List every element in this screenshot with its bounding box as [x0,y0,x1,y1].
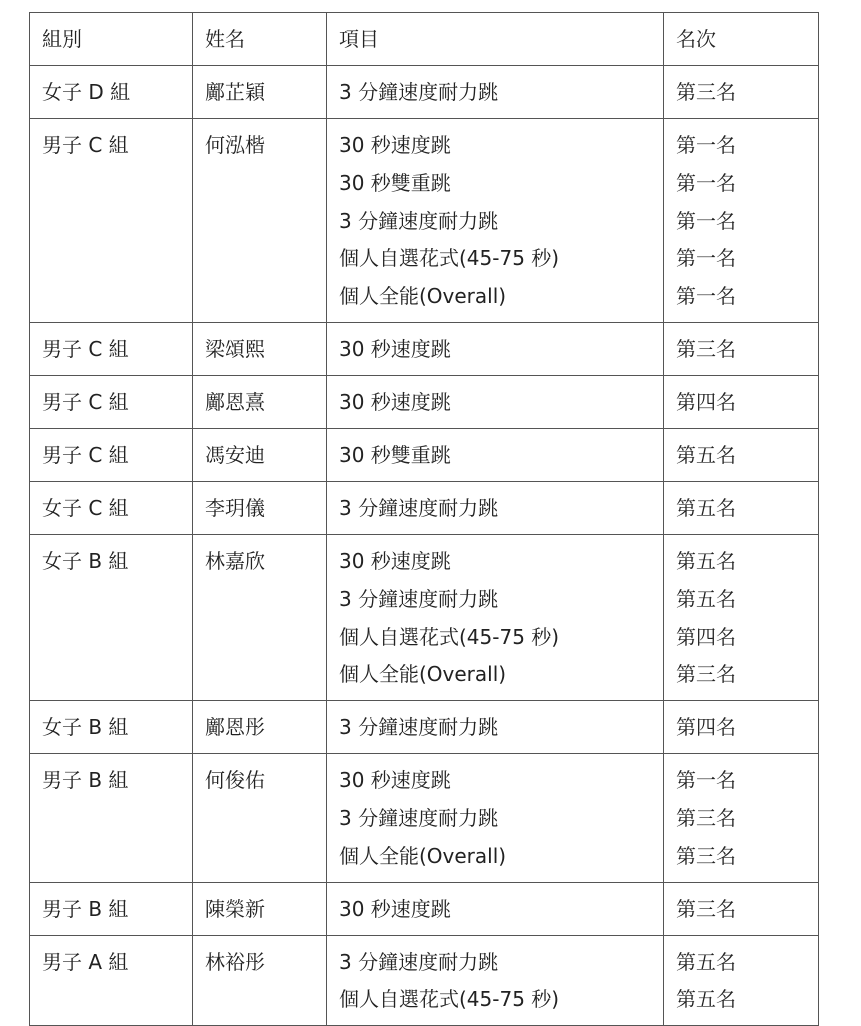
cell-ranks [664,882,819,935]
rank-label: 第五名 [676,949,736,974]
cell-name: 李玥儀 [193,481,327,534]
event-label: 個人自選花式(45-75 秒) [339,987,560,1012]
cell-events [327,481,664,534]
event-label: 30 秒雙重跳 [339,170,451,195]
table-row [30,119,819,323]
rank-label: 第三名 [676,662,736,687]
table-row [30,882,819,935]
table-row [30,428,819,481]
event-label: 30 秒速度跳 [339,133,451,157]
cell-name: 林嘉欣 [193,534,327,700]
event-label: 3 分鐘速度耐力跳 [339,949,499,974]
header-event: 項目 [327,13,664,66]
table-header-row [30,13,819,66]
table-row [30,322,819,375]
cell-group: 女子 B 組 [30,701,193,754]
cell-name: 何俊佑 [193,754,327,882]
cell-events [327,882,664,935]
rank-label: 第一名 [676,284,736,309]
cell-name: 鄺恩熹 [193,375,327,428]
table-body [30,66,819,1026]
cell-name: 鄺恩彤 [193,701,327,754]
cell-ranks [664,375,819,428]
header-rank: 名次 [664,13,819,66]
rank-label: 第五名 [676,987,736,1012]
table-row [30,375,819,428]
event-label: 30 秒速度跳 [339,768,451,793]
event-label: 30 秒速度跳 [339,389,451,414]
event-label: 3 分鐘速度耐力跳 [339,80,499,104]
cell-group: 男子 A 組 [30,935,193,1026]
rank-label: 第一名 [676,768,736,793]
rank-label: 第五名 [676,548,736,573]
rank-label: 第三名 [676,843,736,868]
event-label: 3 分鐘速度耐力跳 [339,586,499,611]
cell-name: 梁頌熙 [193,322,327,375]
cell-group: 男子 C 組 [30,322,193,375]
event-label: 3 分鐘速度耐力跳 [339,495,499,520]
cell-name: 馮安迪 [193,428,327,481]
table-row [30,534,819,700]
cell-ranks [664,534,819,700]
cell-ranks [664,481,819,534]
event-label: 個人全能(Overall) [339,843,507,868]
cell-name: 何泓楷 [193,119,327,323]
header-name: 姓名 [193,13,327,66]
cell-name: 陳榮新 [193,882,327,935]
table-row [30,701,819,754]
cell-events [327,534,664,700]
cell-group: 女子 C 組 [30,481,193,534]
cell-events [327,428,664,481]
rank-label: 第一名 [676,133,736,157]
results-table [29,12,819,1026]
rank-label: 第三名 [676,805,736,830]
cell-group: 女子 B 組 [30,534,193,700]
cell-name: 鄺芷穎 [193,66,327,119]
table-row [30,481,819,534]
cell-events [327,935,664,1026]
event-label: 個人自選花式(45-75 秒) [339,246,560,271]
event-label: 3 分鐘速度耐力跳 [339,805,499,830]
cell-group: 男子 C 組 [30,375,193,428]
cell-ranks [664,701,819,754]
cell-group: 男子 C 組 [30,428,193,481]
rank-label: 第三名 [676,336,736,361]
cell-name: 林裕彤 [193,935,327,1026]
event-label: 3 分鐘速度耐力跳 [339,715,499,740]
cell-events [327,119,664,323]
event-label: 30 秒速度跳 [339,336,451,361]
cell-ranks [664,935,819,1026]
event-label: 30 秒速度跳 [339,548,451,573]
event-label: 30 秒速度跳 [339,896,451,921]
event-label: 個人全能(Overall) [339,662,507,687]
cell-events [327,66,664,119]
rank-label: 第四名 [676,389,736,414]
cell-group: 男子 B 組 [30,754,193,882]
table-row [30,935,819,1026]
event-label: 個人自選花式(45-75 秒) [339,624,560,649]
cell-events [327,701,664,754]
cell-events [327,375,664,428]
rank-label: 第五名 [676,495,736,520]
rank-label: 第三名 [676,896,736,921]
rank-label: 第一名 [676,246,736,271]
cell-events [327,322,664,375]
cell-ranks [664,322,819,375]
event-label: 30 秒雙重跳 [339,442,451,467]
table-row [30,66,819,119]
cell-group: 男子 C 組 [30,119,193,323]
rank-label: 第四名 [676,715,736,740]
cell-group: 男子 B 組 [30,882,193,935]
cell-events [327,754,664,882]
rank-label: 第五名 [676,442,736,467]
table-row [30,754,819,882]
cell-ranks [664,66,819,119]
cell-group: 女子 D 組 [30,66,193,119]
rank-label: 第一名 [676,208,736,233]
header-group: 組別 [30,13,193,66]
rank-label: 第一名 [676,170,736,195]
cell-ranks [664,119,819,323]
rank-label: 第三名 [676,80,736,104]
event-label: 3 分鐘速度耐力跳 [339,208,499,233]
event-label: 個人全能(Overall) [339,284,507,309]
cell-ranks [664,428,819,481]
rank-label: 第四名 [676,624,736,649]
cell-ranks [664,754,819,882]
rank-label: 第五名 [676,586,736,611]
